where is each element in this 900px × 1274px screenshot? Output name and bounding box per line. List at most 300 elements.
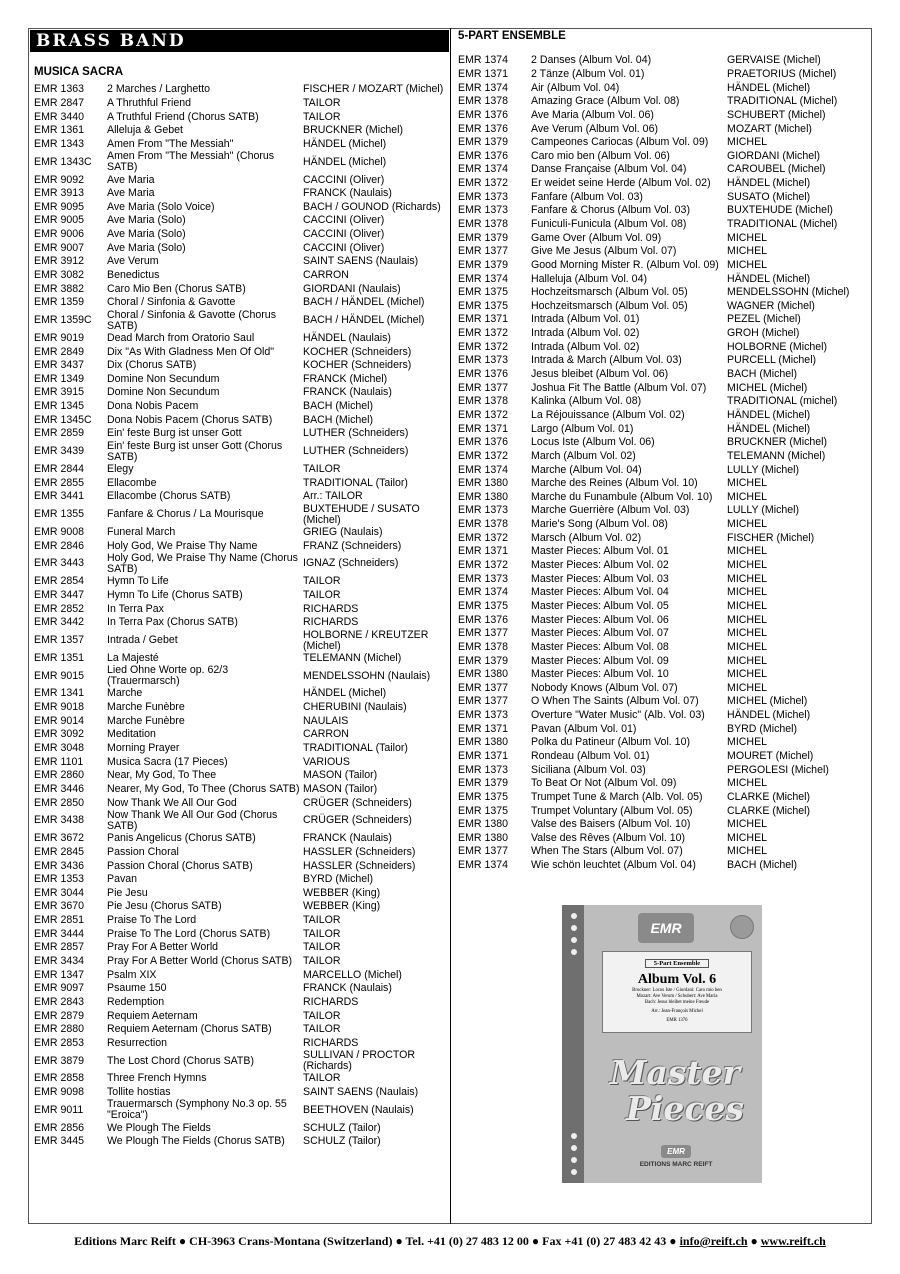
composer: BACH / GOUNOD (Richards): [303, 200, 441, 213]
work-title: Nobody Knows (Album Vol. 07): [531, 681, 678, 694]
catalog-row: [458, 627, 868, 641]
work-title: Musica Sacra (17 Pieces): [107, 755, 228, 768]
catalog-number: EMR 1372: [458, 340, 509, 353]
composer: GIORDANI (Michel): [727, 149, 820, 162]
composer: TAILOR: [303, 1009, 341, 1022]
catalog-number: EMR 1371: [458, 67, 509, 80]
composer: RICHARDS: [303, 616, 359, 629]
composer: MICHEL: [727, 545, 768, 558]
work-title: To Beat Or Not (Album Vol. 09): [531, 777, 677, 790]
script-line: Master: [609, 1053, 741, 1092]
catalog-row: [458, 572, 868, 586]
catalog-row: [458, 272, 868, 286]
catalog-row: [458, 641, 868, 655]
catalog-row: [458, 190, 868, 204]
composer: HÄNDEL (Michel): [727, 709, 811, 722]
work-title: Marsch (Album Vol. 02): [531, 531, 642, 544]
catalog-row: [458, 559, 868, 573]
composer: HÄNDEL (Michel): [727, 272, 811, 285]
work-title: Overture "Water Music" (Alb. Vol. 03): [531, 709, 705, 722]
catalog-number: EMR 9014: [34, 714, 85, 727]
work-title: We Plough The Fields: [107, 1121, 211, 1134]
catalog-number: EMR 1376: [458, 613, 509, 626]
work-title: Polka du Patineur (Album Vol. 10): [531, 736, 690, 749]
catalog-row: [34, 151, 448, 173]
composer: FISCHER / MOZART (Michel): [303, 83, 444, 96]
composer: CACCINI (Oliver): [303, 214, 385, 227]
composer: MICHEL: [727, 599, 768, 612]
catalog-number: EMR 1371: [458, 722, 509, 735]
footer-contact: Editions Marc Reift ● CH-3963 Crans-Montana (Switzerland) ● Tel. +41 (0) 27 483 12 00 ● Fax +41 (0) 27 483 42 43 ●: [74, 1234, 680, 1248]
work-title: Marche (Album Vol. 04): [531, 463, 642, 476]
catalog-number: EMR 1372: [458, 408, 509, 421]
composer: HÄNDEL (Michel): [303, 687, 387, 700]
composer: MICHEL: [727, 640, 768, 653]
composer: TAILOR: [303, 575, 341, 588]
cover-album-title: Album Vol. 6: [637, 972, 717, 987]
composer: BACH (Michel): [727, 859, 798, 872]
catalog-row: [34, 269, 448, 283]
composer: MICHEL: [727, 258, 768, 271]
cover-publisher-block: [602, 1141, 750, 1168]
composer: TAILOR: [303, 954, 341, 967]
five-part-ensemble-list: [458, 54, 868, 872]
catalog-number: EMR 1377: [458, 627, 509, 640]
composer: TRADITIONAL (Tailor): [303, 742, 408, 755]
catalog-row: [34, 255, 448, 269]
catalog-number: EMR 1378: [458, 95, 509, 108]
composer: MASON (Tailor): [303, 769, 378, 782]
catalog-number: EMR 1373: [458, 190, 509, 203]
catalog-row: [34, 1037, 448, 1051]
work-title: Near, My God, To Thee: [107, 769, 217, 782]
catalog-row: [34, 900, 448, 914]
album-cover-image: [562, 905, 762, 1183]
composer: HÄNDEL (Michel): [727, 422, 811, 435]
work-title: Holy God, We Praise Thy Name: [107, 539, 258, 552]
catalog-row: [34, 332, 448, 346]
catalog-number: EMR 3915: [34, 386, 85, 399]
composer: MARCELLO (Michel): [303, 968, 402, 981]
catalog-number: EMR 1380: [458, 490, 509, 503]
work-title: Pavan (Album Vol. 01): [531, 722, 637, 735]
composer: TAILOR: [303, 941, 341, 954]
catalog-row: [458, 518, 868, 532]
binding-dot: [571, 937, 577, 943]
composer: PRAETORIUS (Michel): [727, 67, 837, 80]
composer: TAILOR: [303, 588, 341, 601]
catalog-row: [458, 832, 868, 846]
catalog-number: EMR 9097: [34, 982, 85, 995]
musica-sacra-heading: MUSICA SACRA: [34, 66, 124, 78]
catalog-number: EMR 3434: [34, 954, 85, 967]
binding-dot: [571, 1157, 577, 1163]
catalog-number: EMR 1376: [458, 436, 509, 449]
work-title: Hymn To Life (Chorus SATB): [107, 588, 243, 601]
catalog-row: [34, 687, 448, 701]
composer: GERVAISE (Michel): [727, 54, 821, 67]
catalog-number: EMR 1374: [458, 859, 509, 872]
composer: PERGOLESI (Michel): [727, 763, 829, 776]
catalog-row: [458, 436, 868, 450]
work-title: Resurrection: [107, 1036, 168, 1049]
work-title: Praise To The Lord (Chorus SATB): [107, 927, 271, 940]
catalog-row: [34, 1072, 448, 1086]
work-title: Alleluja & Gebet: [107, 124, 183, 137]
composer: TAILOR: [303, 463, 341, 476]
composer: MICHEL: [727, 245, 768, 258]
catalog-row: [34, 968, 448, 982]
catalog-number: EMR 1361: [34, 124, 85, 137]
catalog-number: EMR 9095: [34, 200, 85, 213]
composer: KOCHER (Schneiders): [303, 345, 412, 358]
catalog-row: [34, 110, 448, 124]
work-title: Caro Mio Ben (Chorus SATB): [107, 282, 246, 295]
catalog-row: [34, 846, 448, 860]
catalog-row: [458, 395, 868, 409]
catalog-number: EMR 3440: [34, 110, 85, 123]
catalog-row: [458, 368, 868, 382]
catalog-number: EMR 1374: [458, 163, 509, 176]
catalog-number: EMR 1371: [458, 422, 509, 435]
catalog-number: EMR 3439: [34, 445, 85, 458]
catalog-row: [34, 1023, 448, 1037]
catalog-number: EMR 1373: [458, 572, 509, 585]
work-title: Trumpet Tune & March (Alb. Vol. 05): [531, 790, 703, 803]
composer: MICHEL: [727, 572, 768, 585]
catalog-number: EMR 1101: [34, 755, 84, 768]
catalog-number: EMR 2844: [34, 463, 85, 476]
catalog-number: EMR 1373: [458, 709, 509, 722]
catalog-row: [458, 354, 868, 368]
catalog-number: EMR 1349: [34, 372, 85, 385]
catalog-row: [458, 245, 868, 259]
composer: BUXTEHUDE / SUSATO (Michel): [303, 502, 420, 526]
catalog-number: EMR 1378: [458, 218, 509, 230]
composer: IGNAZ (Schneiders): [303, 557, 399, 570]
catalog-row: [34, 1009, 448, 1023]
binding-dot: [571, 925, 577, 931]
cover-arranger: Arr.: Jean-François Michel: [651, 1009, 703, 1014]
composer: HASSLER (Schneiders): [303, 859, 416, 872]
composer: MICHEL: [727, 559, 768, 572]
work-title: 2 Marches / Larghetto: [107, 83, 211, 96]
catalog-number: EMR 1379: [458, 654, 509, 667]
catalog-row: [458, 54, 868, 68]
website-link[interactable]: www.reift.ch: [760, 1234, 826, 1248]
work-title: Ave Verum: [107, 255, 159, 268]
work-title: Marche Guerrière (Album Vol. 03): [531, 504, 690, 517]
catalog-number: EMR 3443: [34, 557, 85, 570]
catalog-row: [458, 681, 868, 695]
catalog-number: EMR 1353: [34, 873, 85, 886]
work-title: 2 Danses (Album Vol. 04): [531, 54, 652, 67]
work-title: La Réjouissance (Album Vol. 02): [531, 408, 685, 421]
work-title: A Truthful Friend (Chorus SATB): [107, 110, 259, 123]
catalog-row: [458, 818, 868, 832]
catalog-number: EMR 1377: [458, 381, 509, 394]
work-title: Lied Ohne Worte op. 62/3 (Trauermarsch): [107, 664, 229, 688]
catalog-number: EMR 2850: [34, 796, 85, 809]
work-title: Trumpet Voluntary (Album Vol. 05): [531, 804, 693, 817]
composer: BRUCKNER (Michel): [303, 124, 404, 137]
catalog-number: EMR 1378: [458, 518, 509, 531]
catalog-row: [458, 845, 868, 859]
catalog-number: EMR 9006: [34, 228, 85, 241]
catalog-row: [458, 709, 868, 723]
work-title: Pray For A Better World (Chorus SATB): [107, 954, 293, 967]
catalog-row: [458, 736, 868, 750]
composer: TELEMANN (Michel): [303, 651, 402, 664]
cover-line: Bach: Jesus bleibet meine Freude: [644, 1000, 710, 1005]
composer: MICHEL: [727, 490, 768, 503]
catalog-number: EMR 1373: [458, 763, 509, 776]
catalog-row: [458, 791, 868, 805]
work-title: Halleluja (Album Vol. 04): [531, 272, 647, 285]
composer: TAILOR: [303, 1072, 341, 1085]
work-title: Psalm XIX: [107, 968, 157, 981]
composer: MICHEL: [727, 668, 768, 681]
work-title: Air (Album Vol. 04): [531, 81, 620, 94]
catalog-row: [34, 1121, 448, 1135]
composer: MOURET (Michel): [727, 749, 814, 762]
catalog-number: EMR 2852: [34, 602, 85, 615]
catalog-number: EMR 1376: [458, 122, 509, 135]
work-title: Dix (Chorus SATB): [107, 359, 197, 372]
catalog-row: [458, 722, 868, 736]
catalog-number: EMR 1372: [458, 449, 509, 462]
composer: BYRD (Michel): [727, 722, 798, 735]
composer: FRANCK (Michel): [303, 372, 388, 385]
catalog-row: [34, 630, 448, 652]
catalog-row: [34, 1086, 448, 1100]
catalog-number: EMR 3442: [34, 616, 85, 629]
catalog-number: EMR 3446: [34, 782, 85, 795]
catalog-row: [34, 589, 448, 603]
binding-dot: [571, 913, 577, 919]
catalog-number: EMR 1375: [458, 286, 509, 299]
composer: GROH (Michel): [727, 327, 800, 340]
catalog-row: [458, 613, 868, 627]
composer: CRÜGER (Schneiders): [303, 796, 412, 809]
catalog-row: [458, 600, 868, 614]
email-link[interactable]: info@reift.ch: [679, 1234, 748, 1248]
catalog-row: [458, 586, 868, 600]
catalog-number: EMR 1376: [458, 149, 509, 162]
footer: [0, 1234, 900, 1249]
emr-bottom-logo: EMR: [661, 1145, 691, 1158]
catalog-row: [458, 859, 868, 873]
catalog-row: [34, 97, 448, 111]
catalog-number: EMR 1374: [458, 81, 509, 94]
catalog-number: EMR 1345: [34, 400, 85, 413]
catalog-row: [34, 359, 448, 373]
catalog-number: EMR 1377: [458, 245, 509, 258]
work-title: Campeones Cariocas (Album Vol. 09): [531, 136, 709, 149]
catalog-number: EMR 9008: [34, 525, 85, 538]
catalog-row: [34, 124, 448, 138]
work-title: Three French Hymns: [107, 1072, 207, 1085]
work-title: Master Pieces: Album Vol. 06: [531, 613, 669, 626]
work-title: Hymn To Life: [107, 575, 169, 588]
work-title: Ave Maria (Solo Voice): [107, 200, 215, 213]
work-title: Danse Française (Album Vol. 04): [531, 163, 687, 176]
work-title: Master Pieces: Album Vol. 02: [531, 559, 669, 572]
catalog-row: [458, 149, 868, 163]
work-title: Choral / Sinfonia & Gavotte: [107, 296, 236, 309]
work-title: Rondeau (Album Vol. 01): [531, 749, 650, 762]
composer: TAILOR: [303, 110, 341, 123]
cover-binding-strip: [562, 905, 584, 1183]
catalog-number: EMR 1341: [34, 687, 85, 700]
work-title: Intrada (Album Vol. 01): [531, 313, 640, 326]
composer: HÄNDEL (Michel): [303, 155, 387, 168]
catalog-number: EMR 3437: [34, 359, 85, 372]
work-title: Nearer, My God, To Thee (Chorus SATB): [107, 782, 300, 795]
catalog-number: EMR 2858: [34, 1072, 85, 1085]
composer: HÄNDEL (Michel): [727, 177, 811, 190]
catalog-row: [34, 1050, 448, 1072]
composer: TRADITIONAL (Michel): [727, 218, 838, 230]
catalog-row: [458, 763, 868, 777]
work-title: Joshua Fit The Battle (Album Vol. 07): [531, 381, 707, 394]
catalog-number: EMR 9018: [34, 701, 85, 714]
work-title: Valse des Rêves (Album Vol. 10): [531, 831, 686, 844]
composer: MICHEL: [727, 586, 768, 599]
binding-dot: [571, 1145, 577, 1151]
composer: MICHEL: [727, 136, 768, 149]
composer: SCHULZ (Tailor): [303, 1135, 381, 1148]
work-title: Largo (Album Vol. 01): [531, 422, 634, 435]
catalog-row: [34, 796, 448, 810]
composer: TAILOR: [303, 96, 341, 109]
catalog-row: [34, 200, 448, 214]
composer: TELEMANN (Michel): [727, 449, 826, 462]
composer: HOLBORNE (Michel): [727, 340, 828, 353]
catalog-row: [458, 313, 868, 327]
work-title: Pray For A Better World: [107, 941, 219, 954]
work-title: Morning Prayer: [107, 742, 180, 755]
composer: CACCINI (Oliver): [303, 228, 385, 241]
work-title: Ave Maria (Album Vol. 06): [531, 108, 654, 121]
catalog-row: [34, 373, 448, 387]
catalog-row: [458, 327, 868, 341]
composer: FRANCK (Naulais): [303, 832, 392, 845]
catalog-row: [34, 783, 448, 797]
column-divider: [450, 28, 451, 1224]
catalog-row: [458, 340, 868, 354]
composer: MICHEL: [727, 613, 768, 626]
composer: TAILOR: [303, 927, 341, 940]
catalog-number: EMR 3444: [34, 927, 85, 940]
catalog-row: [34, 941, 448, 955]
work-title: Intrada / Gebet: [107, 634, 178, 646]
work-title: Master Pieces: Album Vol. 10: [531, 668, 669, 681]
catalog-row: [34, 427, 448, 441]
catalog-number: EMR 2843: [34, 995, 85, 1008]
composer: HÄNDEL (Naulais): [303, 331, 391, 344]
work-title: Amen From "The Messiah": [107, 137, 234, 150]
composer: TAILOR: [303, 914, 341, 927]
composer: SCHULZ (Tailor): [303, 1121, 381, 1134]
catalog-row: [34, 463, 448, 477]
work-title: Benedictus: [107, 269, 160, 281]
work-title: In Terra Pax: [107, 602, 164, 615]
cover-label: 5-Part Ensemble: [645, 959, 709, 968]
catalog-number: EMR 1375: [458, 790, 509, 803]
catalog-row: [458, 422, 868, 436]
catalog-row: [34, 665, 448, 687]
catalog-row: [458, 695, 868, 709]
catalog-number: EMR 1378: [458, 395, 509, 408]
catalog-row: [34, 539, 448, 553]
catalog-row: [34, 296, 448, 310]
catalog-row: [34, 602, 448, 616]
composer: TAILOR: [303, 1023, 341, 1036]
catalog-number: EMR 1375: [458, 599, 509, 612]
catalog-row: [34, 701, 448, 715]
catalog-row: [458, 177, 868, 191]
catalog-row: [458, 286, 868, 300]
catalog-row: [34, 728, 448, 742]
catalog-number: EMR 2846: [34, 539, 85, 552]
catalog-number: EMR 3447: [34, 588, 85, 601]
emr-logo: EMR: [638, 913, 694, 943]
work-title: Psaume 150: [107, 982, 167, 995]
work-title: Valse des Baisers (Album Vol. 10): [531, 818, 691, 831]
composer: BACH / HÄNDEL (Michel): [303, 296, 425, 309]
work-title: Ave Maria: [107, 187, 155, 200]
work-title: Master Pieces: Album Vol. 01: [531, 545, 669, 558]
cover-title-card: [602, 951, 752, 1033]
work-title: Ellacombe: [107, 476, 157, 489]
work-title: Ein' feste Burg ist unser Gott (Chorus SATB): [107, 439, 283, 463]
composer: FRANCK (Naulais): [303, 386, 392, 399]
composer: Arr.: TAILOR: [303, 490, 363, 503]
work-title: Jesus bleibet (Album Vol. 06): [531, 368, 669, 381]
musica-sacra-list: [34, 83, 448, 1149]
work-title: O When The Saints (Album Vol. 07): [531, 695, 699, 708]
composer: MICHEL: [727, 231, 768, 244]
composer: FRANCK (Naulais): [303, 187, 392, 200]
catalog-number: EMR 1380: [458, 736, 509, 749]
catalog-row: [34, 138, 448, 152]
composer: BYRD (Michel): [303, 873, 374, 886]
catalog-number: EMR 2860: [34, 769, 85, 782]
catalog-row: [34, 955, 448, 969]
catalog-number: EMR 1357: [34, 634, 85, 646]
catalog-row: [34, 810, 448, 832]
work-title: Praise To The Lord: [107, 914, 197, 927]
work-title: Marche Funèbre: [107, 701, 185, 714]
catalog-number: EMR 1379: [458, 258, 509, 271]
work-title: Now Thank We All Our God: [107, 796, 237, 809]
catalog-row: [34, 413, 448, 427]
catalog-number: EMR 3882: [34, 282, 85, 295]
work-title: Holy God, We Praise Thy Name (Chorus SATB): [107, 551, 298, 575]
catalog-row: [458, 122, 868, 136]
catalog-number: EMR 1379: [458, 231, 509, 244]
catalog-row: [34, 982, 448, 996]
catalog-number: EMR 2851: [34, 914, 85, 927]
catalog-number: EMR 1359C: [34, 314, 92, 327]
catalog-row: [458, 668, 868, 682]
catalog-row: [34, 996, 448, 1010]
work-title: Good Morning Mister R. (Album Vol. 09): [531, 258, 719, 271]
catalog-number: EMR 1351: [34, 651, 85, 664]
catalog-number: EMR 9011: [34, 1103, 84, 1116]
catalog-number: EMR 9015: [34, 669, 85, 682]
